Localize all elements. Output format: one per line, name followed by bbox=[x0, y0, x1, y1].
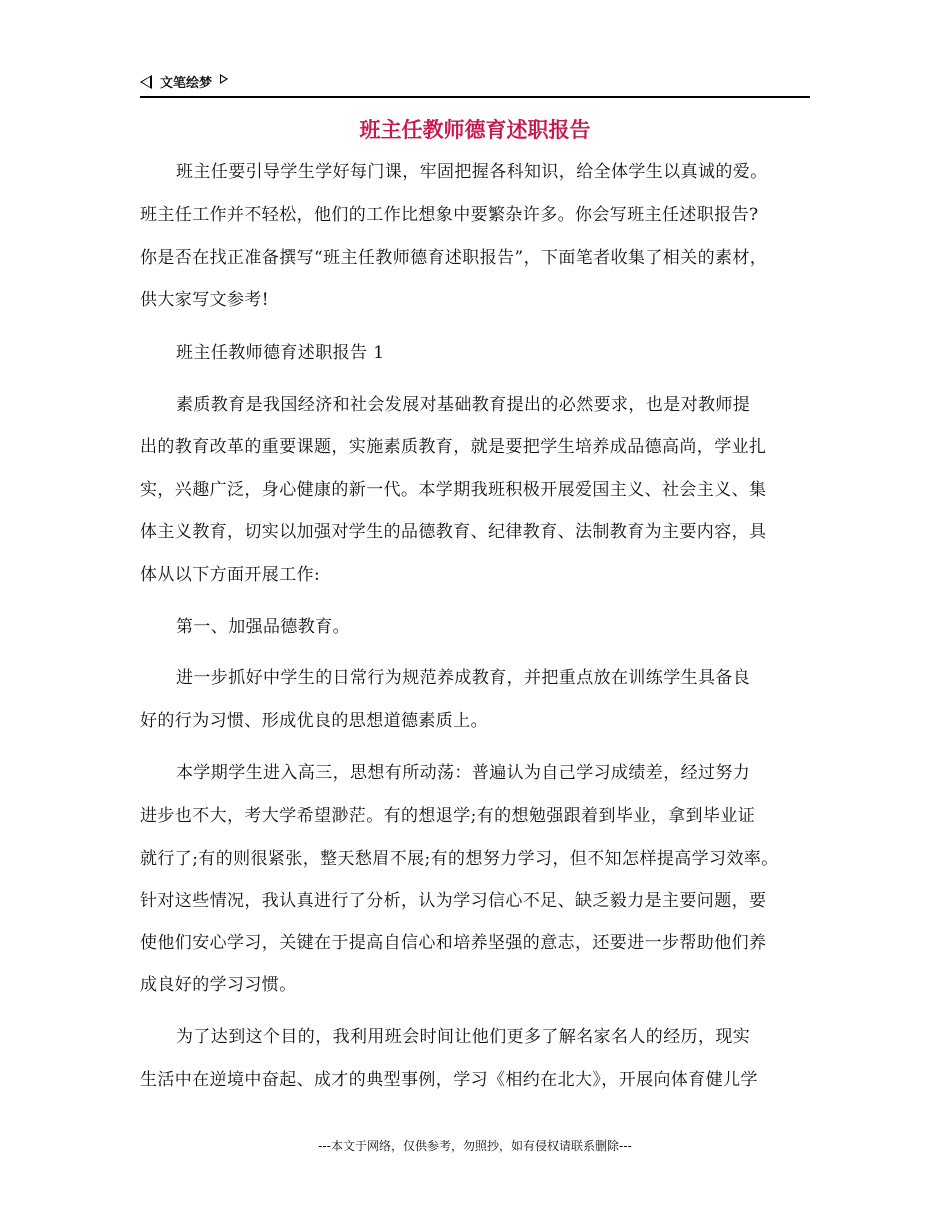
section-heading: 班主任教师德育述职报告 1 bbox=[176, 343, 385, 363]
body-line: 进步也不大，考大学希望渺茫。有的想退学;有的想勉强跟着到毕业，拿到毕业证 bbox=[140, 806, 756, 826]
brand-name: 文笔绘梦 bbox=[160, 76, 213, 91]
body-line: 体从以下方面开展工作: bbox=[140, 565, 321, 585]
triangle-left-icon bbox=[140, 75, 152, 89]
body-line: 实，兴趣广泛，身心健康的新一代。本学期我班积极开展爱国主义、社会主义、集 bbox=[140, 480, 767, 500]
section-heading: 第一、加强品德教育。 bbox=[176, 617, 350, 637]
body-line: 针对这些情况，我认真进行了分析，认为学习信心不足、缺乏毅力是主要问题，要 bbox=[140, 891, 767, 911]
body-line: 成良好的学习习惯。 bbox=[140, 975, 297, 995]
body-line: 你是否在找正准备撰写“班主任教师德育述职报告”，下面笔者收集了相关的素材， bbox=[140, 248, 768, 268]
page-footer: ---本文于网络，仅供参考，勿照抄，如有侵权请联系删除--- bbox=[318, 1139, 632, 1153]
body-line: 使他们安心学习，关键在于提高自信心和培养坚强的意志，还要进一步帮助他们养 bbox=[140, 933, 767, 953]
body-line: 供大家写文参考! bbox=[140, 290, 270, 310]
body-line: 进一步抓好中学生的日常行为规范养成教育，并把重点放在训练学生具备良 bbox=[176, 668, 751, 688]
body-line: 好的行为习惯、形成优良的思想道德素质上。 bbox=[140, 711, 488, 731]
body-line: 班主任要引导学生学好每门课，牢固把握各科知识，给全体学生以真诚的爱。 bbox=[176, 162, 768, 182]
body-line: 体主义教育，切实以加强对学生的品德教育、纪律教育、法制教育为主要内容，具 bbox=[140, 522, 767, 542]
body-line: 班主任工作并不轻松，他们的工作比想象中要繁杂许多。你会写班主任述职报告? bbox=[140, 205, 759, 225]
brand bbox=[140, 72, 228, 91]
page-header bbox=[140, 72, 810, 98]
triangle-right-icon bbox=[220, 74, 228, 84]
document-title: 班主任教师德育述职报告 bbox=[359, 118, 591, 142]
body-line: 素质教育是我国经济和社会发展对基础教育提出的必然要求，也是对教师提 bbox=[176, 395, 751, 415]
body-line: 本学期学生进入高三，思想有所动荡：普遍认为自己学习成绩差，经过努力 bbox=[176, 763, 751, 783]
body-line: 为了达到这个目的，我利用班会时间让他们更多了解名家名人的经历，现实 bbox=[176, 1027, 751, 1047]
body-line: 出的教育改革的重要课题，实施素质教育，就是要把学生培养成品德高尚，学业扎 bbox=[140, 437, 767, 457]
body-line: 就行了;有的则很紧张，整天愁眉不展;有的想努力学习，但不知怎样提高学习效率。 bbox=[140, 849, 779, 869]
body-line: 生活中在逆境中奋起、成才的典型事例，学习《相约在北大》，开展向体育健儿学 bbox=[140, 1070, 758, 1090]
